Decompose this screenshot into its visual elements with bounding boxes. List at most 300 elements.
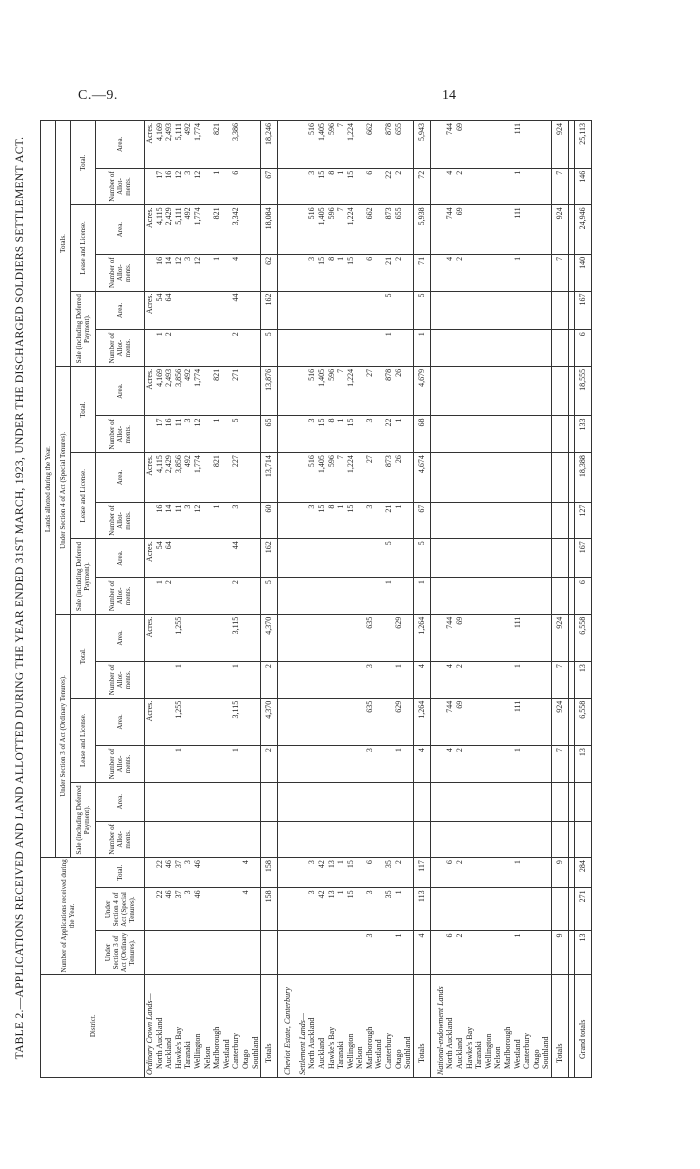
section-heading-row [298,121,308,1078]
value-cell [327,291,337,330]
value-cell [183,614,193,661]
value-cell [394,578,404,615]
value-cell [541,168,551,205]
value-cell [484,121,494,169]
value-cell [403,416,413,453]
value-cell: 27 [365,366,375,416]
header-lands-allotted: Lands allotted during the Year. [41,121,56,858]
value-cell [403,366,413,416]
empty-cell [436,821,446,858]
value-cell [522,888,532,931]
value-cell: 5 [231,416,241,453]
value-cell: 2 [231,330,241,367]
value-cell [222,858,232,888]
value-cell [374,782,384,821]
value-cell [493,366,503,416]
section-heading-row [436,121,446,1078]
acres-label: Acres. [145,366,155,416]
value-cell [251,662,261,699]
value-cell [445,821,455,858]
value-cell [241,746,251,783]
value-cell [551,416,568,453]
value-cell [251,121,261,169]
value-cell [465,746,475,783]
value-cell [307,698,317,745]
table-row [346,121,356,1078]
value-cell [193,821,203,858]
value-cell: 12 [193,502,203,539]
value-cell: 67 [413,502,430,539]
value-cell: 16 [164,168,174,205]
value-cell [231,888,241,931]
value-cell: 67 [261,168,278,205]
value-cell: 15 [317,168,327,205]
empty-cell [283,662,293,699]
value-cell: 18,555 [574,366,591,416]
empty-cell [298,821,308,858]
value-cell [203,205,213,255]
value-cell: 1,264 [413,614,430,661]
value-cell [474,888,484,931]
value-cell [355,698,365,745]
value-cell [493,416,503,453]
table-row [327,121,337,1078]
value-cell [493,931,503,974]
value-cell: 821 [212,453,222,503]
value-cell: 111 [513,614,523,661]
value-cell: 11 [174,416,184,453]
empty-cell [145,168,155,205]
value-cell [465,291,475,330]
value-cell [455,578,465,615]
value-cell [193,578,203,615]
value-cell [164,614,174,661]
section-name: Ordinary Crown Lands— [145,974,155,1077]
value-cell [336,662,346,699]
value-cell [532,366,542,416]
value-cell [532,931,542,974]
value-cell: 3 [183,416,193,453]
district-cell: Totals [413,974,430,1077]
header-s4-sale: Sale (including Deferred Payment). [71,539,96,614]
table-row [394,121,404,1078]
value-cell: 16 [155,502,165,539]
value-cell: 1,774 [193,205,203,255]
empty-cell [436,502,446,539]
value-cell [374,254,384,291]
value-cell [522,416,532,453]
value-cell: 3 [365,502,375,539]
table-row [193,121,203,1078]
value-cell [541,821,551,858]
value-cell [317,698,327,745]
value-cell [455,782,465,821]
value-cell [355,366,365,416]
value-cell [317,291,327,330]
value-cell: 516 [307,121,317,169]
value-cell [365,821,375,858]
value-cell: 2 [455,168,465,205]
value-cell: 158 [261,888,278,931]
value-cell [541,782,551,821]
rotated-table-sheet [8,118,656,1078]
value-cell [174,539,184,578]
value-cell [355,821,365,858]
value-cell: 14 [164,254,174,291]
value-cell [484,888,494,931]
value-cell [222,662,232,699]
value-cell: 1 [513,746,523,783]
empty-cell [298,121,308,169]
value-cell [474,821,484,858]
value-cell: 44 [231,539,241,578]
value-cell [307,330,317,367]
value-cell: 2 [394,254,404,291]
value-cell [541,578,551,615]
value-cell [183,931,193,974]
value-cell [465,821,475,858]
value-cell [413,821,430,858]
value-cell: 5,111 [174,121,184,169]
value-cell: 516 [307,205,317,255]
value-cell: 1 [413,578,430,615]
value-cell: 1 [394,888,404,931]
value-cell [155,614,165,661]
district-cell: Marlborough [503,974,513,1077]
district-cell: Taranaki [183,974,193,1077]
header-section3: Under Section 3 of Act (Ordinary Tenures). [56,614,71,857]
value-cell [513,821,523,858]
value-cell [374,453,384,503]
value-cell [317,539,327,578]
value-cell [455,821,465,858]
district-cell: Southland [251,974,261,1077]
district-cell: Auckland [455,974,465,1077]
value-cell: 8 [327,254,337,291]
district-cell: Otago [241,974,251,1077]
value-cell [251,931,261,974]
value-cell [222,366,232,416]
value-cell [522,662,532,699]
table-row [317,121,327,1078]
value-cell: 15 [317,254,327,291]
value-cell: 821 [212,366,222,416]
value-cell [183,698,193,745]
value-cell [493,121,503,169]
value-cell [203,578,213,615]
value-cell [541,746,551,783]
value-cell [465,698,475,745]
empty-cell [283,614,293,661]
value-cell [365,291,375,330]
value-cell [503,330,513,367]
district-cell: Wellington [193,974,203,1077]
value-cell [532,614,542,661]
value-cell [346,291,356,330]
value-cell [155,931,165,974]
value-cell [541,205,551,255]
value-cell: 1,224 [346,453,356,503]
value-cell: 924 [551,698,568,745]
district-cell: Canterbury [384,974,394,1077]
value-cell [403,502,413,539]
value-cell [222,453,232,503]
value-cell [532,539,542,578]
value-cell [574,821,591,858]
value-cell [403,888,413,931]
value-cell [403,291,413,330]
value-cell [374,662,384,699]
value-cell [551,330,568,367]
value-cell: 65 [261,416,278,453]
value-cell: 140 [574,254,591,291]
value-cell: 1 [384,330,394,367]
value-cell [445,330,455,367]
value-cell: 8 [327,416,337,453]
value-cell [532,782,542,821]
value-cell: 1,405 [317,453,327,503]
value-cell [503,539,513,578]
district-cell: Southland [403,974,413,1077]
value-cell: 1 [231,746,241,783]
value-cell [541,330,551,367]
value-cell [193,662,203,699]
value-cell [203,121,213,169]
value-cell: 22 [384,168,394,205]
value-cell: 924 [551,121,568,169]
value-cell: 69 [455,698,465,745]
value-cell [212,291,222,330]
value-cell [384,698,394,745]
empty-cell [145,330,155,367]
value-cell [403,578,413,615]
value-cell: 744 [445,205,455,255]
empty-cell [298,746,308,783]
value-cell [474,614,484,661]
value-cell [251,782,261,821]
district-cell: Hawke's Bay [327,974,337,1077]
empty-cell [436,539,446,578]
value-cell: 9 [551,931,568,974]
value-cell [465,578,475,615]
value-cell [465,205,475,255]
value-cell [503,614,513,661]
value-cell [307,821,317,858]
value-cell [346,746,356,783]
value-cell [212,578,222,615]
value-cell: 3,342 [231,205,241,255]
value-cell: 8 [327,502,337,539]
value-cell [251,205,261,255]
value-cell [251,578,261,615]
value-cell [193,746,203,783]
value-cell [474,121,484,169]
value-cell [551,291,568,330]
value-cell [503,205,513,255]
value-cell: 6,558 [574,698,591,745]
value-cell [474,168,484,205]
value-cell [212,931,222,974]
value-cell: 1,774 [193,453,203,503]
value-cell [484,291,494,330]
table-row [155,121,165,1078]
header-app-sec4: Under Section 4 of Act (Special Tenures). [96,888,145,931]
empty-cell [145,931,155,974]
value-cell: 5 [261,578,278,615]
empty-cell [283,698,293,745]
header-num-allotments: Number of Allot-ments. [96,330,145,367]
value-cell [465,330,475,367]
value-cell [522,502,532,539]
empty-cell [145,502,155,539]
value-cell: 4 [445,168,455,205]
value-cell [241,168,251,205]
value-cell: 744 [445,614,455,661]
value-cell [307,931,317,974]
value-cell [346,539,356,578]
value-cell [355,614,365,661]
empty-cell [283,782,293,821]
value-cell [307,614,317,661]
value-cell: 15 [346,168,356,205]
value-cell: 17 [155,168,165,205]
value-cell [355,205,365,255]
value-cell: 821 [212,121,222,169]
empty-cell [298,453,308,503]
value-cell [551,366,568,416]
value-cell [212,888,222,931]
value-cell [493,205,503,255]
value-cell [355,539,365,578]
value-cell [493,858,503,888]
value-cell [183,782,193,821]
value-cell: 596 [327,205,337,255]
value-cell: 4 [413,662,430,699]
value-cell [484,782,494,821]
value-cell [532,205,542,255]
value-cell: 6 [574,330,591,367]
value-cell: 27 [365,453,375,503]
table-row [336,121,346,1078]
value-cell [551,502,568,539]
value-cell [465,888,475,931]
value-cell [241,416,251,453]
empty-cell [283,931,293,974]
value-cell: 3 [365,662,375,699]
value-cell [203,614,213,661]
value-cell [327,330,337,367]
value-cell: 271 [231,366,241,416]
header-area: Area. [96,366,145,416]
value-cell [222,205,232,255]
value-cell [231,858,241,888]
value-cell: 37 [174,858,184,888]
value-cell [251,291,261,330]
empty-cell [298,416,308,453]
value-cell: 492 [183,205,193,255]
value-cell [455,888,465,931]
value-cell: 22 [155,888,165,931]
value-cell [513,502,523,539]
value-cell: 227 [231,453,241,503]
value-cell [365,578,375,615]
value-cell: 2 [455,858,465,888]
value-cell: 4 [445,662,455,699]
value-cell [374,614,384,661]
value-cell [374,366,384,416]
header-totals: Totals. [56,121,71,367]
header-app-sec3: Under Section 3 of Act (Ordinary Tenures). [96,931,145,974]
header-num-allotments: Number of Allot-ments. [96,416,145,453]
value-cell [327,931,337,974]
value-cell: 7 [336,366,346,416]
value-cell: 2 [455,746,465,783]
value-cell [222,931,232,974]
value-cell: 1 [513,858,523,888]
value-cell [336,578,346,615]
value-cell [551,539,568,578]
empty-cell [145,578,155,615]
header-s3-lease: Lease and License. [71,698,96,782]
value-cell [203,453,213,503]
grand-totals-row [574,121,591,1078]
value-cell [183,578,193,615]
value-cell: 1,405 [317,205,327,255]
district-cell: Westland [222,974,232,1077]
value-cell [241,662,251,699]
value-cell [522,205,532,255]
value-cell: 15 [346,502,356,539]
value-cell: 2 [455,931,465,974]
value-cell: 2,493 [164,366,174,416]
value-cell [493,578,503,615]
value-cell [307,662,317,699]
acres-label: Acres. [145,614,155,661]
value-cell [493,662,503,699]
value-cell [503,453,513,503]
value-cell [212,858,222,888]
value-cell [241,614,251,661]
empty-cell [283,366,293,416]
value-cell [465,858,475,888]
value-cell: 133 [574,416,591,453]
table-row [541,121,551,1078]
value-cell [251,614,261,661]
value-cell [455,453,465,503]
value-cell: 1,224 [346,366,356,416]
acres-label: Acres. [145,205,155,255]
value-cell: 3 [231,502,241,539]
value-cell: 492 [183,121,193,169]
value-cell: 3 [183,168,193,205]
value-cell [541,858,551,888]
value-cell [474,502,484,539]
value-cell [355,254,365,291]
value-cell [484,330,494,367]
empty-cell [436,254,446,291]
value-cell [203,782,213,821]
value-cell [532,698,542,745]
value-cell [484,698,494,745]
value-cell [374,888,384,931]
value-cell: 35 [384,858,394,888]
value-cell [484,858,494,888]
value-cell: 5,111 [174,205,184,255]
empty-cell [436,366,446,416]
value-cell: 7 [336,205,346,255]
value-cell: 22 [384,416,394,453]
value-cell [155,698,165,745]
